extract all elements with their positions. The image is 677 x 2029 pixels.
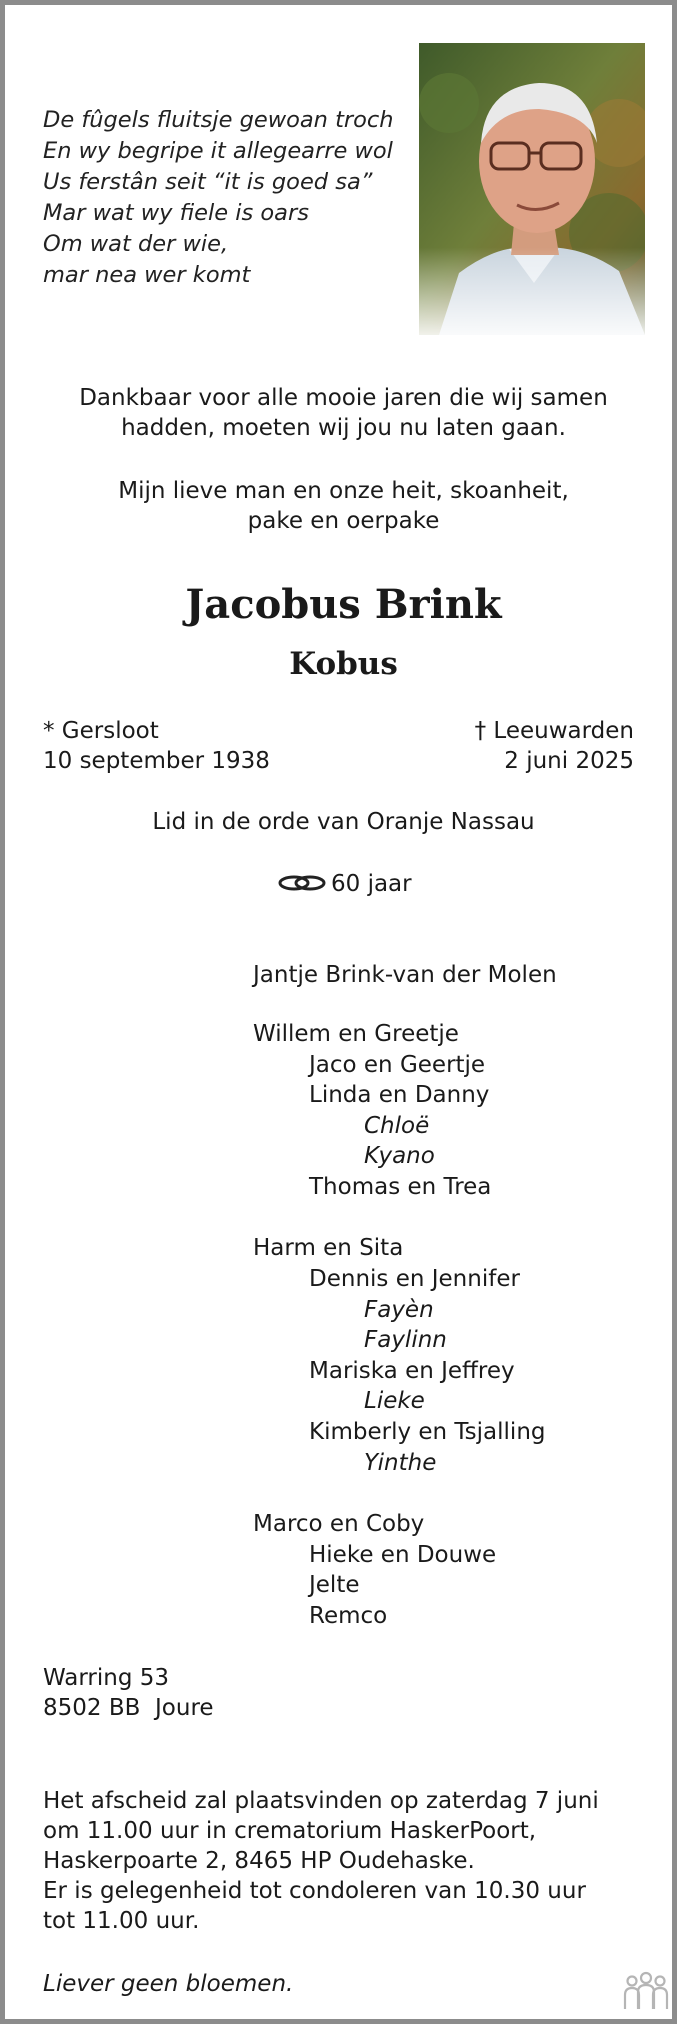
family-member: Remco [309, 1603, 388, 1629]
family-member: Jelte [309, 1572, 360, 1598]
death-date: 2 juni 2025 [504, 748, 634, 774]
address-line: Warring 53 [43, 1665, 170, 1691]
marriage-years: 60 jaar [331, 871, 412, 897]
family-member: Kyano [364, 1143, 435, 1169]
birth-place: * Gersloot [43, 718, 159, 744]
family-member: Dennis en Jennifer [309, 1266, 520, 1292]
address-line: 8502 BB Joure [43, 1695, 214, 1721]
poem-line: mar nea wer komt [43, 262, 251, 288]
farewell-line: tot 11.00 uur. [43, 1908, 200, 1934]
farewell-line: Het afscheid zal plaatsvinden op zaterdag 7 juni [43, 1788, 599, 1814]
family-member: Faylinn [364, 1327, 447, 1353]
poem-line: En wy begripe it allegearre wol [43, 138, 393, 164]
farewell-line: Er is gelegenheid tot condoleren van 10.30 uur [43, 1878, 586, 1904]
poem-line: Om wat der wie, [43, 231, 229, 257]
family-member: Fayèn [364, 1297, 434, 1323]
family-member: Chloë [364, 1113, 430, 1139]
people-group-logo [623, 1971, 669, 2015]
birth-date: 10 september 1938 [43, 748, 270, 774]
farewell-line: om 11.00 uur in crematorium HaskerPoort, [43, 1818, 537, 1844]
family-member: Linda en Danny [309, 1082, 490, 1108]
death-place: † Leeuwarden [474, 718, 634, 744]
poem-line: Us ferstân seit “it is goed sa” [43, 169, 373, 195]
nickname: Kobus [289, 646, 398, 682]
poem-line: De fûgels fluitsje gewoan troch [43, 107, 394, 133]
address [43, 1663, 214, 1723]
family-member: Kimberly en Tsjalling [309, 1419, 546, 1445]
farewell-text [43, 1786, 599, 1936]
spouse: Jantje Brink-van der Molen [253, 962, 557, 988]
intro-line: Dankbaar voor alle mooie jaren die wij samen [79, 385, 608, 411]
farewell-line: Haskerpoarte 2, 8465 HP Oudehaske. [43, 1848, 475, 1874]
closing-note: Liever geen bloemen. [43, 1971, 294, 1997]
family-member: Mariska en Jeffrey [309, 1358, 515, 1384]
family-list [5, 5, 677, 2029]
honour: Lid in de orde van Oranje Nassau [152, 809, 535, 835]
family-member: Jaco en Geertje [309, 1052, 486, 1078]
family-member: Marco en Coby [253, 1511, 425, 1537]
deceased-name: Jacobus Brink [185, 581, 502, 628]
relation-line: Mijn lieve man en onze heit, skoanheit, [118, 478, 569, 504]
poem-line: Mar wat wy fiele is oars [43, 200, 309, 226]
relation-line: pake en oerpake [247, 508, 440, 534]
family-member: Lieke [364, 1388, 425, 1414]
family-member: Willem en Greetje [253, 1021, 459, 1047]
family-member: Thomas en Trea [309, 1174, 492, 1200]
family-member: Hieke en Douwe [309, 1542, 497, 1568]
family-member: Yinthe [364, 1450, 437, 1476]
intro-line: hadden, moeten wij jou nu laten gaan. [121, 415, 566, 441]
family-member: Harm en Sita [253, 1235, 404, 1261]
